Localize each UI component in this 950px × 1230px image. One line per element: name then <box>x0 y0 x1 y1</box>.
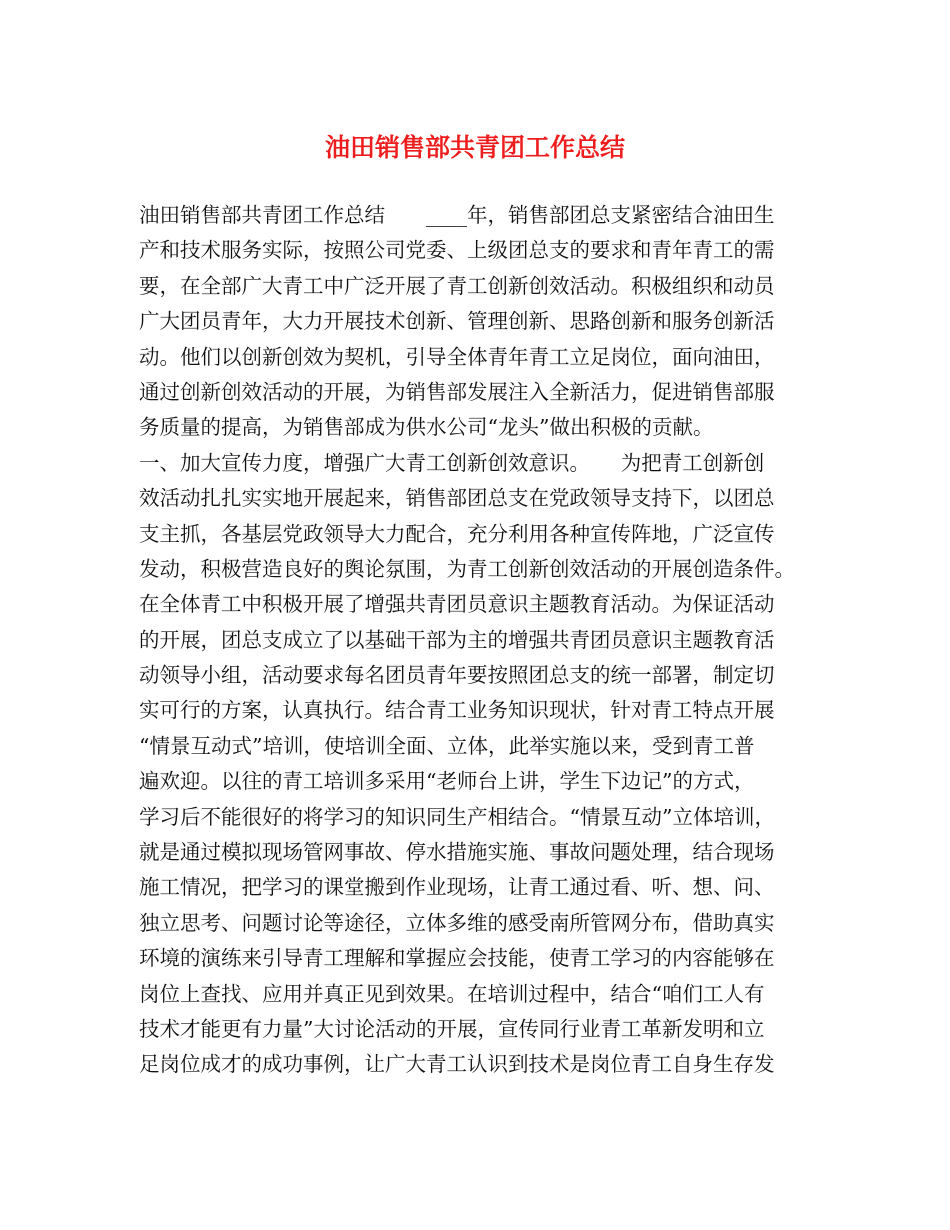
body-text-line: 支主抓，各基层党政领导大力配合，充分利用各种宣传阵地，广泛宣传 <box>139 521 775 546</box>
document-title: 油田销售部共青团工作总结 <box>324 133 625 162</box>
body-text-line: 效活动扎扎实实地开展起来，销售部团总支在党政领导支持下，以团总 <box>139 486 775 511</box>
body-text-line: 务质量的提高，为销售部成为供水公司“龙头”做出积极的贡献。 <box>139 415 714 440</box>
body-text-line: 广大团员青年，大力开展技术创新、管理创新、思路创新和服务创新活 <box>139 309 775 334</box>
body-text-line: 实可行的方案，认真执行。结合青工业务知识现状，针对青工特点开展 <box>139 698 775 723</box>
body-text-line: 环境的演练来引导青工理解和掌握应会技能，使青工学习的内容能够在 <box>139 946 775 971</box>
body-text-line: 通过创新创效活动的开展，为销售部发展注入全新活力，促进销售部服 <box>139 379 775 404</box>
body-text-line: 的开展，团总支成立了以基础干部为主的增强共青团员意识主题教育活 <box>139 627 775 652</box>
body-text-line: 要，在全部广大青工中广泛开展了青工创新创效活动。积极组织和动员 <box>139 273 775 298</box>
body-text-line: 动。他们以创新创效为契机，引导全体青年青工立足岗位，面向油田， <box>139 344 775 369</box>
body-text-line: 岗位上查找、应用并真正见到效果。在培训过程中，结合“咱们工人有 <box>139 981 765 1006</box>
body-text-line: 就是通过模拟现场管网事故、停水措施实施、事故问题处理，结合现场 <box>139 840 775 865</box>
body-text-line: 动领导小组，活动要求每名团员青年要按照团总支的统一部署，制定切 <box>139 663 775 688</box>
body-text-line: 发动，积极营造良好的舆论氛围，为青工创新创效活动的开展创造条件。 <box>139 556 795 581</box>
body-text-line: 油田销售部共青团工作总结 ____年，销售部团总支紧密结合油田生 <box>139 203 775 227</box>
document-body <box>139 198 829 1083</box>
body-text-line: 施工情况，把学习的课堂搬到作业现场，让青工通过看、听、想、问、 <box>139 875 775 900</box>
body-text-line: 独立思考、问题讨论等途径，立体多维的感受南所管网分布，借助真实 <box>139 910 775 935</box>
body-text-line: 技术才能更有力量”大讨论活动的开展，宣传同行业青工革新发明和立 <box>139 1016 765 1041</box>
body-text-line: “情景互动式”培训，使培训全面、立体，此举实施以来，受到青工普 <box>139 733 755 758</box>
body-text-line: 在全体青工中积极开展了增强共青团员意识主题教育活动。为保证活动 <box>139 592 775 617</box>
body-text-line: 遍欢迎。以往的青工培训多采用“老师台上讲，学生下边记”的方式， <box>139 769 755 794</box>
body-text-line: 足岗位成才的成功事例，让广大青工认识到技术是岗位青工自身生存发 <box>139 1052 775 1077</box>
body-text-line: 一、加大宣传力度，增强广大青工创新创效意识。 为把青工创新创 <box>139 450 765 475</box>
body-text-line: 产和技术服务实际，按照公司党委、上级团总支的要求和青年青工的需 <box>139 238 775 263</box>
body-text-line: 学习后不能很好的将学习的知识同生产相结合。“情景互动”立体培训， <box>139 804 775 829</box>
